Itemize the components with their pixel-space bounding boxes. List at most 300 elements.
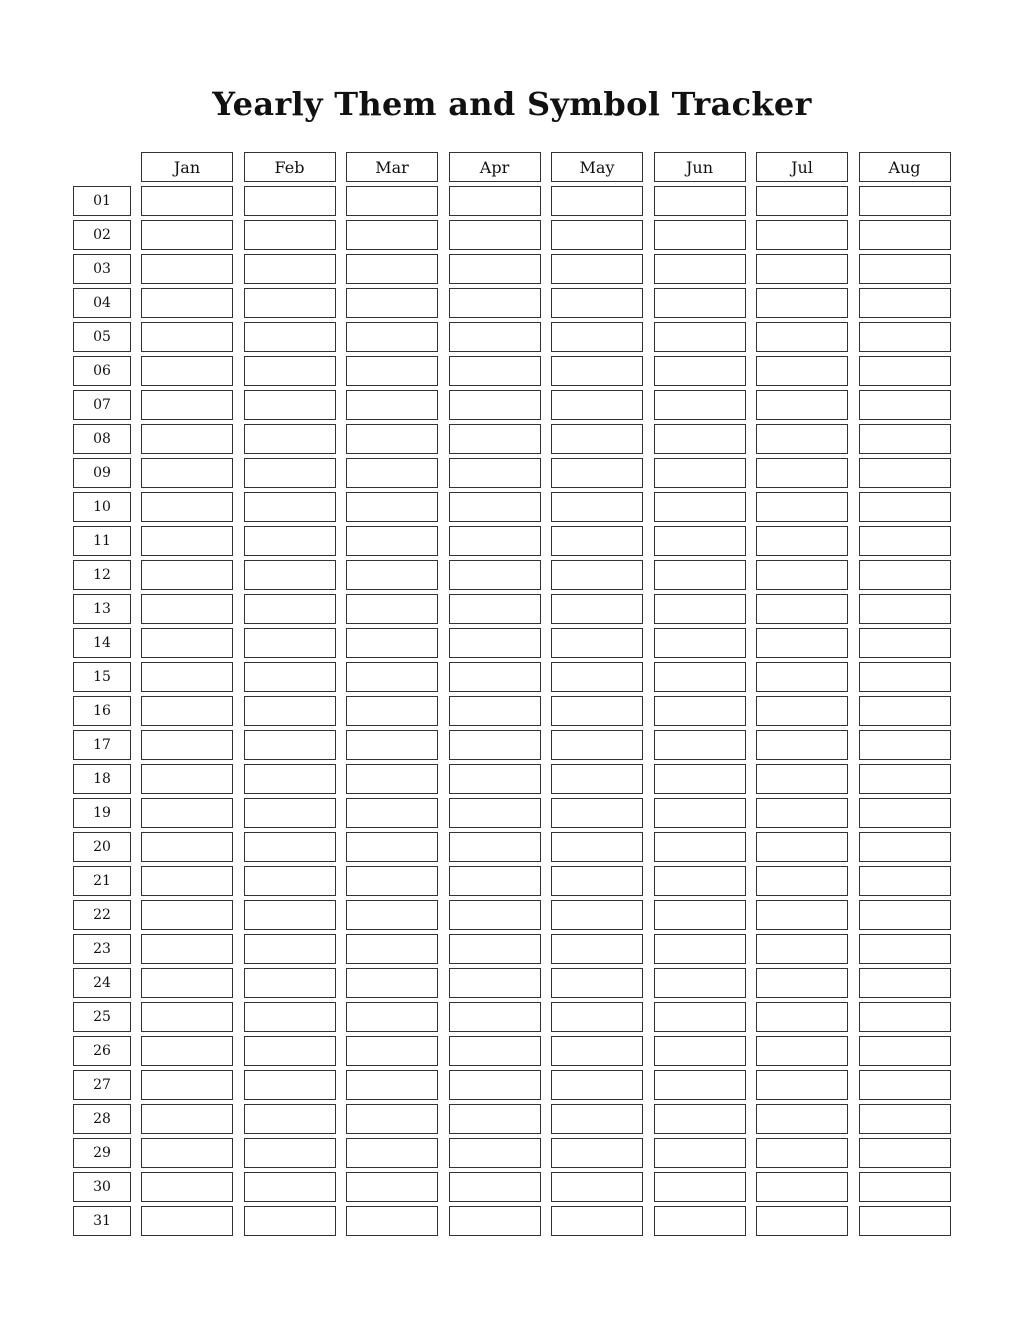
tracker-box-jan[interactable] <box>141 526 233 556</box>
tracker-box-jul[interactable] <box>756 1036 848 1066</box>
tracker-box-feb[interactable] <box>244 764 336 794</box>
tracker-box-jan[interactable] <box>141 1206 233 1236</box>
tracker-box-aug[interactable] <box>859 322 951 352</box>
tracker-box-jun[interactable] <box>654 832 746 862</box>
tracker-box-mar[interactable] <box>346 866 438 896</box>
tracker-box-apr[interactable] <box>449 1002 541 1032</box>
tracker-box-may[interactable] <box>551 730 643 760</box>
tracker-box-mar[interactable] <box>346 220 438 250</box>
tracker-box-jun[interactable] <box>654 968 746 998</box>
tracker-box-mar[interactable] <box>346 356 438 386</box>
tracker-box-aug[interactable] <box>859 934 951 964</box>
tracker-box-may[interactable] <box>551 1104 643 1134</box>
tracker-box-jun[interactable] <box>654 356 746 386</box>
tracker-box-jan[interactable] <box>141 662 233 692</box>
day-row <box>73 186 951 216</box>
tracker-box-jul[interactable] <box>756 968 848 998</box>
tracker-box-jul[interactable] <box>756 832 848 862</box>
tracker-box-jul[interactable] <box>756 458 848 488</box>
tracker-box-aug[interactable] <box>859 798 951 828</box>
day-label: 07 <box>73 390 131 420</box>
tracker-box-mar[interactable] <box>346 1002 438 1032</box>
page-title: Yearly Them and Symbol Tracker <box>212 85 812 123</box>
tracker-box-jul[interactable] <box>756 492 848 522</box>
tracker-box-jan[interactable] <box>141 1104 233 1134</box>
tracker-box-jun[interactable] <box>654 390 746 420</box>
tracker-box-jul[interactable] <box>756 424 848 454</box>
tracker-box-jun[interactable] <box>654 186 746 216</box>
tracker-box-aug[interactable] <box>859 254 951 284</box>
day-label: 17 <box>73 730 131 760</box>
tracker-box-jun[interactable] <box>654 254 746 284</box>
tracker-box-jan[interactable] <box>141 798 233 828</box>
tracker-box-mar[interactable] <box>346 1206 438 1236</box>
tracker-box-jan[interactable] <box>141 288 233 318</box>
tracker-box-aug[interactable] <box>859 1104 951 1134</box>
day-label: 01 <box>73 186 131 216</box>
day-row <box>73 696 951 726</box>
tracker-box-aug[interactable] <box>859 424 951 454</box>
tracker-box-apr[interactable] <box>449 662 541 692</box>
tracker-box-may[interactable] <box>551 220 643 250</box>
tracker-box-apr[interactable] <box>449 220 541 250</box>
tracker-box-jan[interactable] <box>141 356 233 386</box>
tracker-box-may[interactable] <box>551 186 643 216</box>
tracker-box-jan[interactable] <box>141 594 233 624</box>
tracker-box-feb[interactable] <box>244 696 336 726</box>
tracker-box-aug[interactable] <box>859 186 951 216</box>
tracker-box-jan[interactable] <box>141 696 233 726</box>
tracker-box-may[interactable] <box>551 254 643 284</box>
tracker-box-aug[interactable] <box>859 560 951 590</box>
tracker-box-may[interactable] <box>551 492 643 522</box>
tracker-box-jul[interactable] <box>756 662 848 692</box>
tracker-box-mar[interactable] <box>346 594 438 624</box>
tracker-box-mar[interactable] <box>346 1070 438 1100</box>
tracker-box-aug[interactable] <box>859 832 951 862</box>
tracker-box-apr[interactable] <box>449 696 541 726</box>
tracker-box-jun[interactable] <box>654 526 746 556</box>
tracker-box-aug[interactable] <box>859 1172 951 1202</box>
tracker-box-feb[interactable] <box>244 458 336 488</box>
tracker-box-jan[interactable] <box>141 458 233 488</box>
tracker-box-aug[interactable] <box>859 526 951 556</box>
tracker-box-mar[interactable] <box>346 934 438 964</box>
tracker-box-apr[interactable] <box>449 526 541 556</box>
tracker-box-feb[interactable] <box>244 1070 336 1100</box>
tracker-box-jan[interactable] <box>141 934 233 964</box>
tracker-box-jun[interactable] <box>654 424 746 454</box>
tracker-box-feb[interactable] <box>244 1206 336 1236</box>
tracker-box-mar[interactable] <box>346 832 438 862</box>
tracker-box-apr[interactable] <box>449 492 541 522</box>
tracker-box-jun[interactable] <box>654 560 746 590</box>
tracker-box-apr[interactable] <box>449 1036 541 1066</box>
tracker-box-may[interactable] <box>551 866 643 896</box>
tracker-box-apr[interactable] <box>449 764 541 794</box>
tracker-box-jul[interactable] <box>756 322 848 352</box>
tracker-box-may[interactable] <box>551 628 643 658</box>
tracker-box-jun[interactable] <box>654 866 746 896</box>
tracker-box-aug[interactable] <box>859 390 951 420</box>
month-header-feb: Feb <box>244 152 336 182</box>
tracker-box-jun[interactable] <box>654 696 746 726</box>
tracker-box-apr[interactable] <box>449 186 541 216</box>
tracker-box-jun[interactable] <box>654 764 746 794</box>
tracker-box-may[interactable] <box>551 1172 643 1202</box>
month-header-may: May <box>551 152 643 182</box>
tracker-box-jan[interactable] <box>141 390 233 420</box>
tracker-box-jul[interactable] <box>756 390 848 420</box>
tracker-box-feb[interactable] <box>244 832 336 862</box>
tracker-box-may[interactable] <box>551 696 643 726</box>
tracker-box-jun[interactable] <box>654 1036 746 1066</box>
corner-spacer <box>73 152 131 182</box>
tracker-box-feb[interactable] <box>244 594 336 624</box>
tracker-box-feb[interactable] <box>244 866 336 896</box>
day-label: 23 <box>73 934 131 964</box>
tracker-box-aug[interactable] <box>859 1206 951 1236</box>
day-label: 28 <box>73 1104 131 1134</box>
tracker-box-jun[interactable] <box>654 628 746 658</box>
day-row <box>73 458 951 488</box>
tracker-box-jun[interactable] <box>654 662 746 692</box>
tracker-box-may[interactable] <box>551 764 643 794</box>
day-label: 08 <box>73 424 131 454</box>
day-label: 19 <box>73 798 131 828</box>
month-header-jul: Jul <box>756 152 848 182</box>
tracker-box-feb[interactable] <box>244 628 336 658</box>
day-row <box>73 934 951 964</box>
tracker-box-mar[interactable] <box>346 1104 438 1134</box>
tracker-box-may[interactable] <box>551 900 643 930</box>
day-label: 29 <box>73 1138 131 1168</box>
day-label: 18 <box>73 764 131 794</box>
tracker-box-may[interactable] <box>551 1206 643 1236</box>
tracker-box-feb[interactable] <box>244 1138 336 1168</box>
tracker-box-may[interactable] <box>551 560 643 590</box>
tracker-box-jan[interactable] <box>141 730 233 760</box>
tracker-box-jun[interactable] <box>654 322 746 352</box>
tracker-box-mar[interactable] <box>346 526 438 556</box>
tracker-box-aug[interactable] <box>859 458 951 488</box>
tracker-box-mar[interactable] <box>346 254 438 284</box>
tracker-box-apr[interactable] <box>449 254 541 284</box>
tracker-box-feb[interactable] <box>244 900 336 930</box>
tracker-box-may[interactable] <box>551 1036 643 1066</box>
tracker-box-apr[interactable] <box>449 866 541 896</box>
tracker-box-jul[interactable] <box>756 254 848 284</box>
day-label: 22 <box>73 900 131 930</box>
tracker-box-feb[interactable] <box>244 560 336 590</box>
tracker-box-jul[interactable] <box>756 1206 848 1236</box>
tracker-box-feb[interactable] <box>244 356 336 386</box>
tracker-box-apr[interactable] <box>449 594 541 624</box>
tracker-box-jul[interactable] <box>756 186 848 216</box>
tracker-box-may[interactable] <box>551 968 643 998</box>
month-header-jun: Jun <box>654 152 746 182</box>
tracker-box-aug[interactable] <box>859 356 951 386</box>
tracker-box-feb[interactable] <box>244 390 336 420</box>
tracker-box-may[interactable] <box>551 1002 643 1032</box>
tracker-box-feb[interactable] <box>244 492 336 522</box>
tracker-box-jan[interactable] <box>141 220 233 250</box>
tracker-box-apr[interactable] <box>449 458 541 488</box>
tracker-box-aug[interactable] <box>859 220 951 250</box>
day-row <box>73 798 951 828</box>
tracker-box-mar[interactable] <box>346 662 438 692</box>
tracker-box-jul[interactable] <box>756 730 848 760</box>
tracker-box-jan[interactable] <box>141 560 233 590</box>
tracker-box-jul[interactable] <box>756 288 848 318</box>
tracker-box-apr[interactable] <box>449 1172 541 1202</box>
tracker-box-aug[interactable] <box>859 696 951 726</box>
day-row <box>73 594 951 624</box>
tracker-box-mar[interactable] <box>346 1172 438 1202</box>
tracker-box-jul[interactable] <box>756 764 848 794</box>
tracker-box-jan[interactable] <box>141 628 233 658</box>
day-row <box>73 1104 951 1134</box>
tracker-box-jun[interactable] <box>654 1070 746 1100</box>
day-label: 13 <box>73 594 131 624</box>
day-row <box>73 220 951 250</box>
tracker-box-jan[interactable] <box>141 186 233 216</box>
day-row <box>73 1172 951 1202</box>
tracker-box-jul[interactable] <box>756 934 848 964</box>
tracker-box-may[interactable] <box>551 356 643 386</box>
tracker-box-jul[interactable] <box>756 1138 848 1168</box>
tracker-box-jul[interactable] <box>756 594 848 624</box>
tracker-box-feb[interactable] <box>244 322 336 352</box>
tracker-box-aug[interactable] <box>859 730 951 760</box>
tracker-box-may[interactable] <box>551 424 643 454</box>
tracker-box-mar[interactable] <box>346 900 438 930</box>
tracker-box-jan[interactable] <box>141 866 233 896</box>
tracker-box-apr[interactable] <box>449 1206 541 1236</box>
day-row <box>73 254 951 284</box>
tracker-box-aug[interactable] <box>859 1138 951 1168</box>
tracker-box-jun[interactable] <box>654 900 746 930</box>
tracker-box-feb[interactable] <box>244 220 336 250</box>
tracker-box-mar[interactable] <box>346 798 438 828</box>
tracker-box-aug[interactable] <box>859 662 951 692</box>
tracker-box-jul[interactable] <box>756 798 848 828</box>
day-row <box>73 322 951 352</box>
tracker-box-aug[interactable] <box>859 628 951 658</box>
tracker-box-apr[interactable] <box>449 968 541 998</box>
tracker-box-apr[interactable] <box>449 798 541 828</box>
day-label: 31 <box>73 1206 131 1236</box>
tracker-box-apr[interactable] <box>449 1138 541 1168</box>
day-row <box>73 1036 951 1066</box>
day-rows <box>73 186 951 1236</box>
tracker-box-feb[interactable] <box>244 526 336 556</box>
tracker-box-feb[interactable] <box>244 730 336 760</box>
day-row <box>73 1002 951 1032</box>
tracker-box-may[interactable] <box>551 390 643 420</box>
tracker-box-jan[interactable] <box>141 322 233 352</box>
tracker-box-feb[interactable] <box>244 1036 336 1066</box>
tracker-box-apr[interactable] <box>449 356 541 386</box>
tracker-box-apr[interactable] <box>449 628 541 658</box>
tracker-box-jul[interactable] <box>756 1104 848 1134</box>
tracker-box-may[interactable] <box>551 1070 643 1100</box>
tracker-box-apr[interactable] <box>449 288 541 318</box>
tracker-box-may[interactable] <box>551 798 643 828</box>
tracker-box-jun[interactable] <box>654 1002 746 1032</box>
tracker-box-jun[interactable] <box>654 1172 746 1202</box>
tracker-box-apr[interactable] <box>449 322 541 352</box>
tracker-box-apr[interactable] <box>449 560 541 590</box>
tracker-box-mar[interactable] <box>346 628 438 658</box>
tracker-box-may[interactable] <box>551 662 643 692</box>
tracker-box-jun[interactable] <box>654 458 746 488</box>
tracker-box-jan[interactable] <box>141 764 233 794</box>
tracker-box-jun[interactable] <box>654 288 746 318</box>
tracker-box-apr[interactable] <box>449 424 541 454</box>
tracker-box-jul[interactable] <box>756 1002 848 1032</box>
tracker-box-may[interactable] <box>551 832 643 862</box>
month-header-jan: Jan <box>141 152 233 182</box>
tracker-box-jul[interactable] <box>756 628 848 658</box>
day-label: 26 <box>73 1036 131 1066</box>
day-row <box>73 526 951 556</box>
tracker-box-may[interactable] <box>551 288 643 318</box>
tracker-box-feb[interactable] <box>244 288 336 318</box>
tracker-box-may[interactable] <box>551 934 643 964</box>
tracker-box-may[interactable] <box>551 594 643 624</box>
tracker-box-feb[interactable] <box>244 968 336 998</box>
tracker-box-mar[interactable] <box>346 1138 438 1168</box>
tracker-box-feb[interactable] <box>244 662 336 692</box>
tracker-box-feb[interactable] <box>244 798 336 828</box>
tracker-box-jul[interactable] <box>756 1172 848 1202</box>
month-header-aug: Aug <box>859 152 951 182</box>
tracker-box-aug[interactable] <box>859 594 951 624</box>
tracker-box-jul[interactable] <box>756 900 848 930</box>
tracker-box-jan[interactable] <box>141 832 233 862</box>
tracker-box-apr[interactable] <box>449 832 541 862</box>
tracker-box-mar[interactable] <box>346 968 438 998</box>
tracker-box-apr[interactable] <box>449 934 541 964</box>
tracker-box-feb[interactable] <box>244 1002 336 1032</box>
tracker-box-may[interactable] <box>551 458 643 488</box>
tracker-box-feb[interactable] <box>244 1104 336 1134</box>
tracker-box-aug[interactable] <box>859 1002 951 1032</box>
day-label: 30 <box>73 1172 131 1202</box>
day-label: 27 <box>73 1070 131 1100</box>
tracker-box-mar[interactable] <box>346 186 438 216</box>
tracker-box-may[interactable] <box>551 322 643 352</box>
tracker-box-jul[interactable] <box>756 696 848 726</box>
tracker-box-jun[interactable] <box>654 1104 746 1134</box>
day-row <box>73 662 951 692</box>
tracker-box-jan[interactable] <box>141 424 233 454</box>
tracker-box-mar[interactable] <box>346 1036 438 1066</box>
tracker-box-aug[interactable] <box>859 288 951 318</box>
tracker-box-jan[interactable] <box>141 1070 233 1100</box>
tracker-box-apr[interactable] <box>449 390 541 420</box>
tracker-box-mar[interactable] <box>346 424 438 454</box>
tracker-box-jun[interactable] <box>654 1206 746 1236</box>
tracker-box-jul[interactable] <box>756 560 848 590</box>
day-label: 15 <box>73 662 131 692</box>
tracker-box-mar[interactable] <box>346 322 438 352</box>
tracker-box-jul[interactable] <box>756 526 848 556</box>
tracker-box-mar[interactable] <box>346 696 438 726</box>
tracker-box-jan[interactable] <box>141 1138 233 1168</box>
tracker-box-feb[interactable] <box>244 424 336 454</box>
day-row <box>73 968 951 998</box>
tracker-box-aug[interactable] <box>859 492 951 522</box>
tracker-box-aug[interactable] <box>859 764 951 794</box>
tracker-box-feb[interactable] <box>244 254 336 284</box>
tracker-box-feb[interactable] <box>244 1172 336 1202</box>
tracker-box-jul[interactable] <box>756 356 848 386</box>
tracker-box-apr[interactable] <box>449 1104 541 1134</box>
tracker-box-jan[interactable] <box>141 1036 233 1066</box>
tracker-box-jan[interactable] <box>141 900 233 930</box>
tracker-box-jun[interactable] <box>654 730 746 760</box>
tracker-box-mar[interactable] <box>346 458 438 488</box>
tracker-box-may[interactable] <box>551 1138 643 1168</box>
tracker-box-aug[interactable] <box>859 900 951 930</box>
tracker-box-aug[interactable] <box>859 1070 951 1100</box>
tracker-box-feb[interactable] <box>244 186 336 216</box>
day-label: 06 <box>73 356 131 386</box>
tracker-box-aug[interactable] <box>859 1036 951 1066</box>
tracker-box-jun[interactable] <box>654 1138 746 1168</box>
tracker-box-mar[interactable] <box>346 764 438 794</box>
tracker-box-jun[interactable] <box>654 798 746 828</box>
month-header-mar: Mar <box>346 152 438 182</box>
tracker-box-jan[interactable] <box>141 968 233 998</box>
tracker-box-jan[interactable] <box>141 492 233 522</box>
tracker-box-apr[interactable] <box>449 1070 541 1100</box>
header-row <box>73 152 951 182</box>
tracker-box-apr[interactable] <box>449 900 541 930</box>
tracker-box-jul[interactable] <box>756 1070 848 1100</box>
tracker-box-jan[interactable] <box>141 254 233 284</box>
tracker-box-jan[interactable] <box>141 1002 233 1032</box>
tracker-box-jul[interactable] <box>756 220 848 250</box>
tracker-box-jun[interactable] <box>654 220 746 250</box>
tracker-box-jun[interactable] <box>654 594 746 624</box>
day-row <box>73 390 951 420</box>
tracker-box-jul[interactable] <box>756 866 848 896</box>
tracker-box-may[interactable] <box>551 526 643 556</box>
tracker-box-mar[interactable] <box>346 730 438 760</box>
day-row <box>73 764 951 794</box>
tracker-box-aug[interactable] <box>859 866 951 896</box>
day-label: 05 <box>73 322 131 352</box>
tracker-box-mar[interactable] <box>346 390 438 420</box>
tracker-grid <box>73 152 951 1240</box>
day-row <box>73 628 951 658</box>
day-row <box>73 730 951 760</box>
tracker-box-mar[interactable] <box>346 288 438 318</box>
tracker-box-jun[interactable] <box>654 492 746 522</box>
tracker-box-mar[interactable] <box>346 560 438 590</box>
tracker-box-feb[interactable] <box>244 934 336 964</box>
tracker-box-mar[interactable] <box>346 492 438 522</box>
day-label: 02 <box>73 220 131 250</box>
tracker-box-jun[interactable] <box>654 934 746 964</box>
tracker-box-aug[interactable] <box>859 968 951 998</box>
tracker-box-apr[interactable] <box>449 730 541 760</box>
tracker-box-jan[interactable] <box>141 1172 233 1202</box>
month-header-apr: Apr <box>449 152 541 182</box>
